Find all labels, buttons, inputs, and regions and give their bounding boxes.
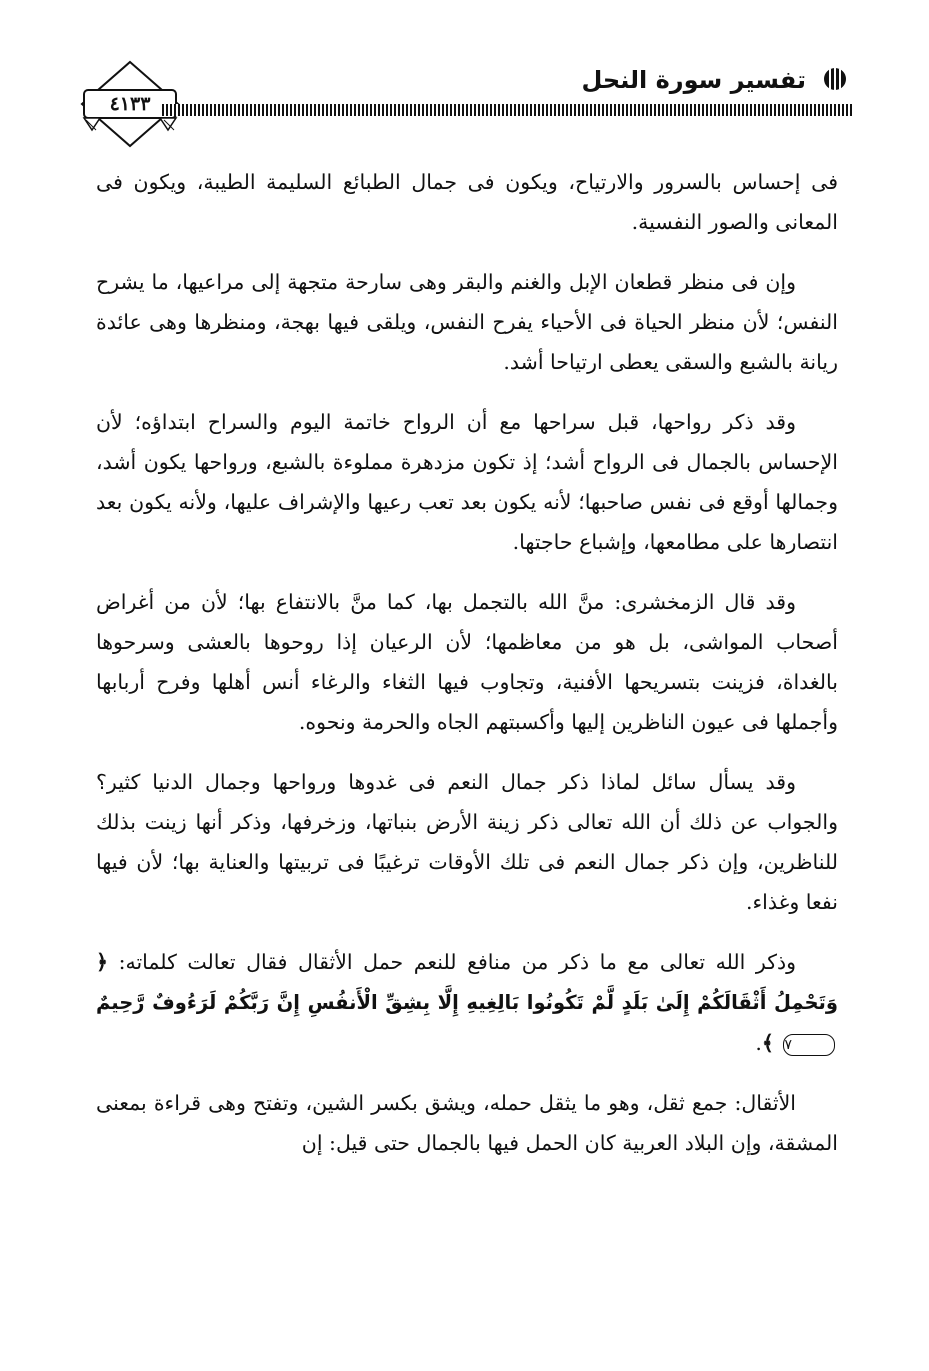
- paragraph: فى إحساس بالسرور والارتياح، ويكون فى جمال الطبائع السليمة الطيبة، ويكون فى المعانى والصور النفسية.: [96, 170, 838, 234]
- verse-open-bracket: ﴿: [96, 950, 109, 974]
- page-body: [96, 162, 838, 1183]
- verse-paragraph: [96, 942, 838, 1063]
- chapter-title: تفسير سورة النحل: [581, 66, 806, 94]
- paragraph: وقد يسأل سائل لماذا ذكر جمال النعم فى غدوها ورواحها وجمال الدنيا كثير؟ والجواب عن ذلك أن الله تعالى ذكر زينة الأرض بنباتها، وزخرفها، وذكر أنها زينت بذلك للناظرين، وإن ذكر جمال النعم فى تلك الأوقات ترغيبًا فى تربيتها والعناية بها؛ لأن فيها نفعا وغذاء.: [96, 770, 838, 914]
- page-number: ٤١٣٣: [109, 93, 151, 115]
- header-rule: [162, 104, 852, 116]
- verse-end: .: [755, 1031, 762, 1055]
- verse-intro: وذكر الله تعالى مع ما ذكر من منافع للنعم حمل الأثقال فقال تعالت كلماته:: [118, 950, 796, 974]
- page-header: [78, 52, 852, 152]
- title-ornament-icon: [820, 66, 850, 92]
- paragraph: وقد قال الزمخشرى: منَّ الله بالتجمل بها، كما منَّ بالانتفاع بها؛ لأن من أغراض أصحاب المواشى، بل هو من معاظمها؛ لأن الرعيان إذا روحوها بالعشى وسرحوها بالغداة، فزينت بتسريحها الأفنية، وتجاوب فيها الثغاء والرغاء أنس أهلها وفرح أربابها وأجملها فى عيون الناظرين إليها وأكسبتهم الجاه والحرمة ونحوه.: [96, 590, 838, 734]
- paragraph: الأثقال: جمع ثقل، وهو ما يثقل حمله، ويشق بكسر الشين، وتفتح وهى قراءة بمعنى المشقة، وإن البلاد العربية كان الحمل فيها بالجمال حتى قيل: إن: [96, 1091, 838, 1155]
- paragraph: وإن فى منظر قطعان الإبل والغنم والبقر وهى سارحة متجهة إلى مراعيها، ما يشرح النفس؛ لأن منظر الحياة فى الأحياء يفرح النفس، ويلقى فيها بهجة، ومنظرها وهى عائدة ريانة بالشبع والسقى يعطى ارتياحا أشد.: [96, 270, 838, 374]
- quran-verse: وَتَحْمِلُ أَثْقَالَكُمْ إِلَىٰ بَلَدٍ لَّمْ تَكُونُوا بَالِغِيهِ إِلَّا بِشِقِّ الْأَنفُسِ إِنَّ رَبَّكُمْ لَرَءُوفٌ رَّحِيمٌ: [96, 991, 838, 1014]
- paragraph: وقد ذكر رواحها، قبل سراحها مع أن الرواح خاتمة اليوم والسراح ابتداؤه؛ لأن الإحساس بالجمال فى الرواح أشد؛ إذ تكون مزدهرة مملوءة بالشبع، ورواحها يكون أشد، وجمالها أوقع فى نفس صاحبها؛ لأنه يكون بعد تعب رعيها والإشراف عليها، ولأنه يكون بعد انتصارها على مطامعها، وإشباع حاجتها.: [96, 410, 838, 554]
- verse-number: ٧: [783, 1034, 835, 1056]
- verse-close-bracket: ﴾: [761, 1031, 774, 1055]
